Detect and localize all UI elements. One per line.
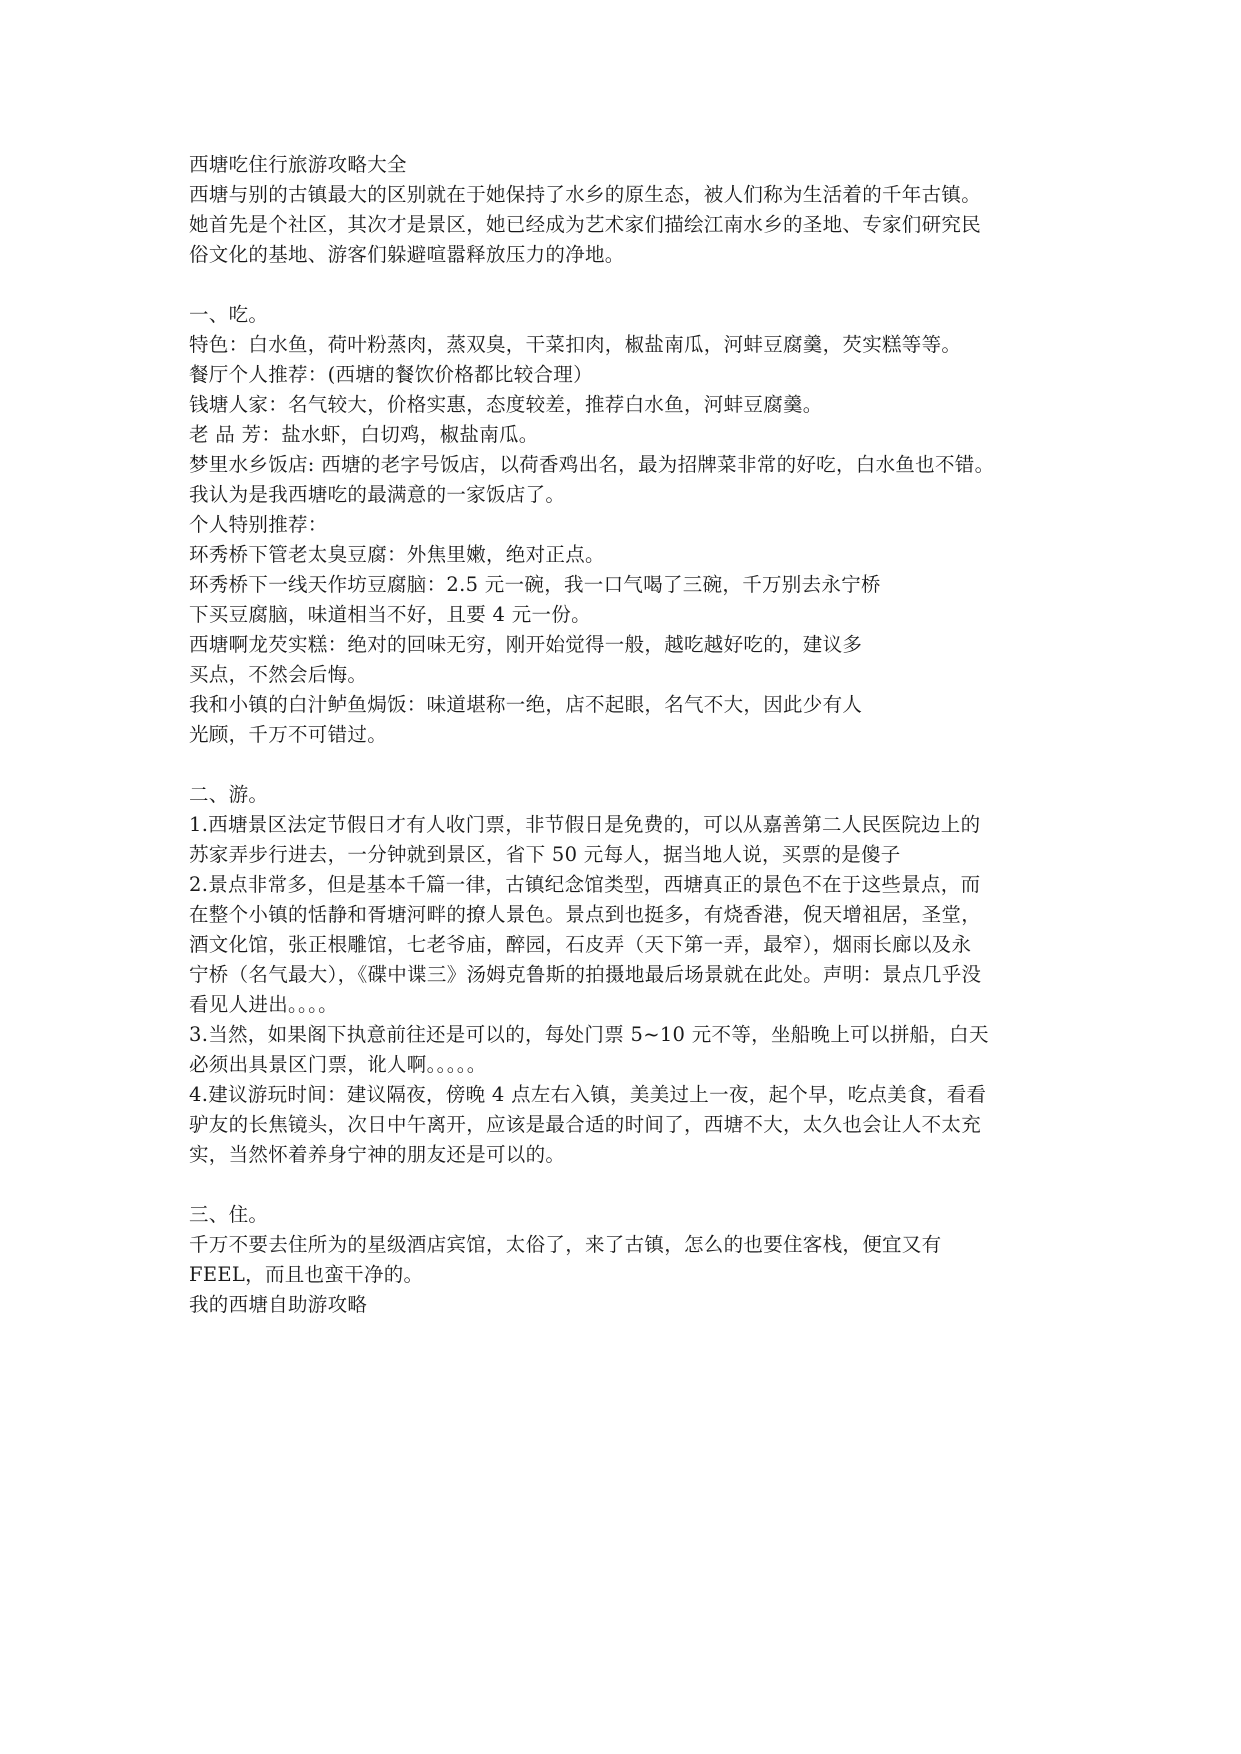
intro-line: 俗文化的基地、游客们躲避喧嚣释放压力的净地。 [189, 243, 625, 266]
eat-line: 下买豆腐脑，味道相当不好，且要 4 元一份。 [189, 603, 591, 626]
intro-line: 她首先是个社区，其次才是景区，她已经成为艺术家们描绘江南水乡的圣地、专家们研究民 [189, 213, 982, 236]
eat-line: 个人特别推荐： [189, 513, 328, 536]
eat-line: 我认为是我西塘吃的最满意的一家饭店了。 [189, 483, 566, 506]
tour-line: 3.当然，如果阁下执意前往还是可以的，每处门票 5~10 元不等，坐船晚上可以拼船，白天 [189, 1023, 989, 1046]
section-spacer [189, 1170, 1069, 1200]
tour-line: 1.西塘景区法定节假日才有人收门票，非节假日是免费的，可以从嘉善第二人民医院边上的 [189, 813, 981, 836]
eat-line: 环秀桥下一线天作坊豆腐脑：2.5 元一碗，我一口气喝了三碗，千万别去永宁桥 [189, 573, 881, 596]
tour-line: 2.景点非常多，但是基本千篇一律，古镇纪念馆类型，西塘真正的景色不在于这些景点，而 [189, 873, 981, 896]
section-spacer [189, 750, 1069, 780]
eat-line: 特色：白水鱼，荷叶粉蒸肉，蒸双臭，干菜扣肉，椒盐南瓜，河蚌豆腐羹，芡实糕等等。 [189, 333, 962, 356]
section-stay [189, 1200, 1069, 1320]
eat-line: 梦里水乡饭店: 西塘的老字号饭店，以荷香鸡出名，最为招牌菜非常的好吃，白水鱼也不错。 [189, 453, 995, 476]
section-heading-tour: 二、游。 [189, 783, 269, 806]
stay-line: FEEL，而且也蛮干净的。 [189, 1263, 424, 1286]
eat-line: 西塘啊龙芡实糕：绝对的回味无穷，刚开始觉得一般，越吃越好吃的，建议多 [189, 633, 863, 656]
eat-line: 环秀桥下管老太臭豆腐：外焦里嫩，绝对正点。 [189, 543, 605, 566]
eat-line: 买点，不然会后悔。 [189, 663, 368, 686]
stay-line: 千万不要去住所为的星级酒店宾馆，太俗了，来了古镇，怎么的也要住客栈，便宜又有 [189, 1233, 942, 1256]
eat-line: 餐厅个人推荐：(西塘的餐饮价格都比较合理） [189, 363, 593, 386]
stay-line: 我的西塘自助游攻略 [189, 1293, 368, 1316]
tour-line: 酒文化馆，张正根雕馆，七老爷庙，醉园，石皮弄（天下第一弄，最窄），烟雨长廊以及永 [189, 933, 972, 956]
tour-line: 苏家弄步行进去，一分钟就到景区，省下 50 元每人，据当地人说，买票的是傻子 [189, 843, 901, 866]
tour-line: 实，当然怀着养身宁神的朋友还是可以的。 [189, 1143, 566, 1166]
tour-line: 4.建议游玩时间：建议隔夜，傍晚 4 点左右入镇，美美过上一夜，起个早，吃点美食，看看 [189, 1083, 987, 1106]
tour-line: 驴友的长焦镜头，次日中午离开，应该是最合适的时间了，西塘不大，太久也会让人不太充 [189, 1113, 982, 1136]
document-page [189, 150, 1069, 1320]
section-spacer [189, 270, 1069, 300]
document-title: 西塘吃住行旅游攻略大全 [189, 153, 407, 176]
eat-line: 老 品 芳：盐水虾，白切鸡，椒盐南瓜。 [189, 423, 539, 446]
eat-line: 我和小镇的白汁鲈鱼焗饭：味道堪称一绝，店不起眼，名气不大，因此少有人 [189, 693, 863, 716]
tour-line: 必须出具景区门票，讹人啊。。。。。 [189, 1053, 487, 1076]
section-heading-eat: 一、吃。 [189, 303, 269, 326]
tour-line: 在整个小镇的恬静和胥塘河畔的撩人景色。景点到也挺多，有烧香港，倪天增祖居，圣堂， [189, 903, 982, 926]
tour-line: 看见人进出。。。。 [189, 993, 338, 1016]
section-tour [189, 780, 1069, 1170]
section-heading-stay: 三、住。 [189, 1203, 269, 1226]
section-eat [189, 300, 1069, 750]
eat-line: 钱塘人家：名气较大，价格实惠，态度较差，推荐白水鱼，河蚌豆腐羹。 [189, 393, 823, 416]
intro-line: 西塘与别的古镇最大的区别就在于她保持了水乡的原生态，被人们称为生活着的千年古镇。 [189, 183, 982, 206]
tour-line: 宁桥（名气最大），《碟中谍三》汤姆克鲁斯的拍摄地最后场景就在此处。声明：景点几乎没 [189, 963, 982, 986]
intro-paragraph [189, 180, 1069, 270]
eat-line: 光顾，千万不可错过。 [189, 723, 388, 746]
